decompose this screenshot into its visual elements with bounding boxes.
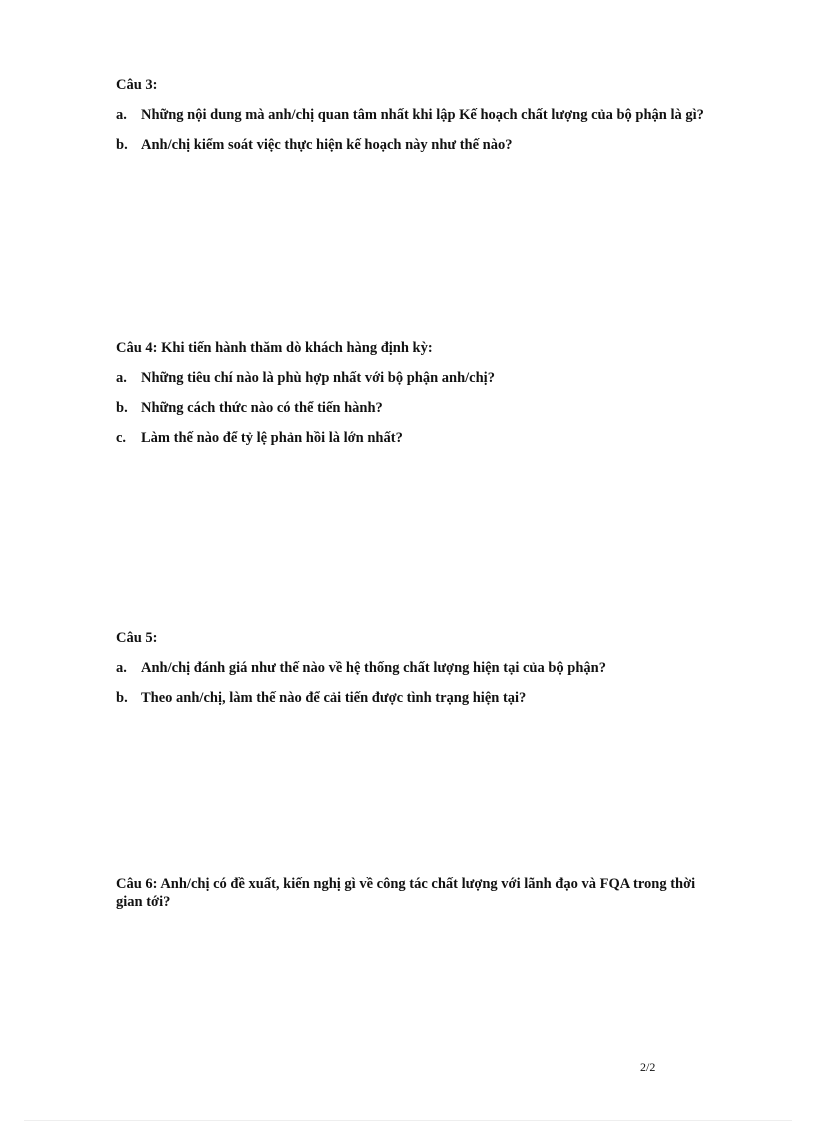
question-5-item-b	[116, 689, 706, 707]
question-3	[116, 76, 706, 154]
question-4	[116, 339, 706, 447]
item-text: Những nội dung mà anh/chị quan tâm nhất khi lập Kế hoạch chất lượng của bộ phận là gì?	[141, 107, 704, 123]
item-marker: c.	[116, 430, 127, 446]
question-6-heading: Câu 6: Anh/chị có đề xuất, kiến nghị gì về công tác chất lượng với lãnh đạo và FQA trong thời gian tới?	[116, 876, 696, 910]
page-bottom-edge	[24, 1120, 792, 1121]
item-marker: a.	[116, 370, 127, 386]
question-5-heading: Câu 5:	[116, 630, 158, 646]
item-text: Những tiêu chí nào là phù hợp nhất với bộ phận anh/chị?	[141, 370, 495, 386]
item-marker: b.	[116, 137, 128, 153]
item-text: Làm thế nào để tỷ lệ phản hồi là lớn nhất?	[141, 430, 403, 446]
question-4-item-b	[116, 399, 706, 417]
question-3-item-a	[116, 106, 706, 124]
question-6	[116, 875, 706, 911]
item-marker: b.	[116, 690, 128, 706]
item-text: Những cách thức nào có thể tiến hành?	[141, 400, 383, 416]
question-3-item-b	[116, 136, 706, 154]
question-5-item-a	[116, 659, 706, 677]
item-text: Anh/chị kiểm soát việc thực hiện kế hoạch này như thế nào?	[141, 137, 513, 153]
item-text: Theo anh/chị, làm thế nào để cải tiến được tình trạng hiện tại?	[141, 690, 527, 706]
question-3-heading: Câu 3:	[116, 77, 158, 93]
item-text: Anh/chị đánh giá như thế nào về hệ thống chất lượng hiện tại của bộ phận?	[141, 660, 606, 676]
question-4-item-c	[116, 429, 706, 447]
page-number: 2/2	[640, 1060, 656, 1074]
item-marker: a.	[116, 660, 127, 676]
question-5	[116, 629, 706, 707]
item-marker: b.	[116, 400, 128, 416]
item-marker: a.	[116, 107, 127, 123]
question-4-heading: Câu 4: Khi tiến hành thăm dò khách hàng định kỳ:	[116, 340, 433, 356]
question-4-item-a	[116, 369, 706, 387]
